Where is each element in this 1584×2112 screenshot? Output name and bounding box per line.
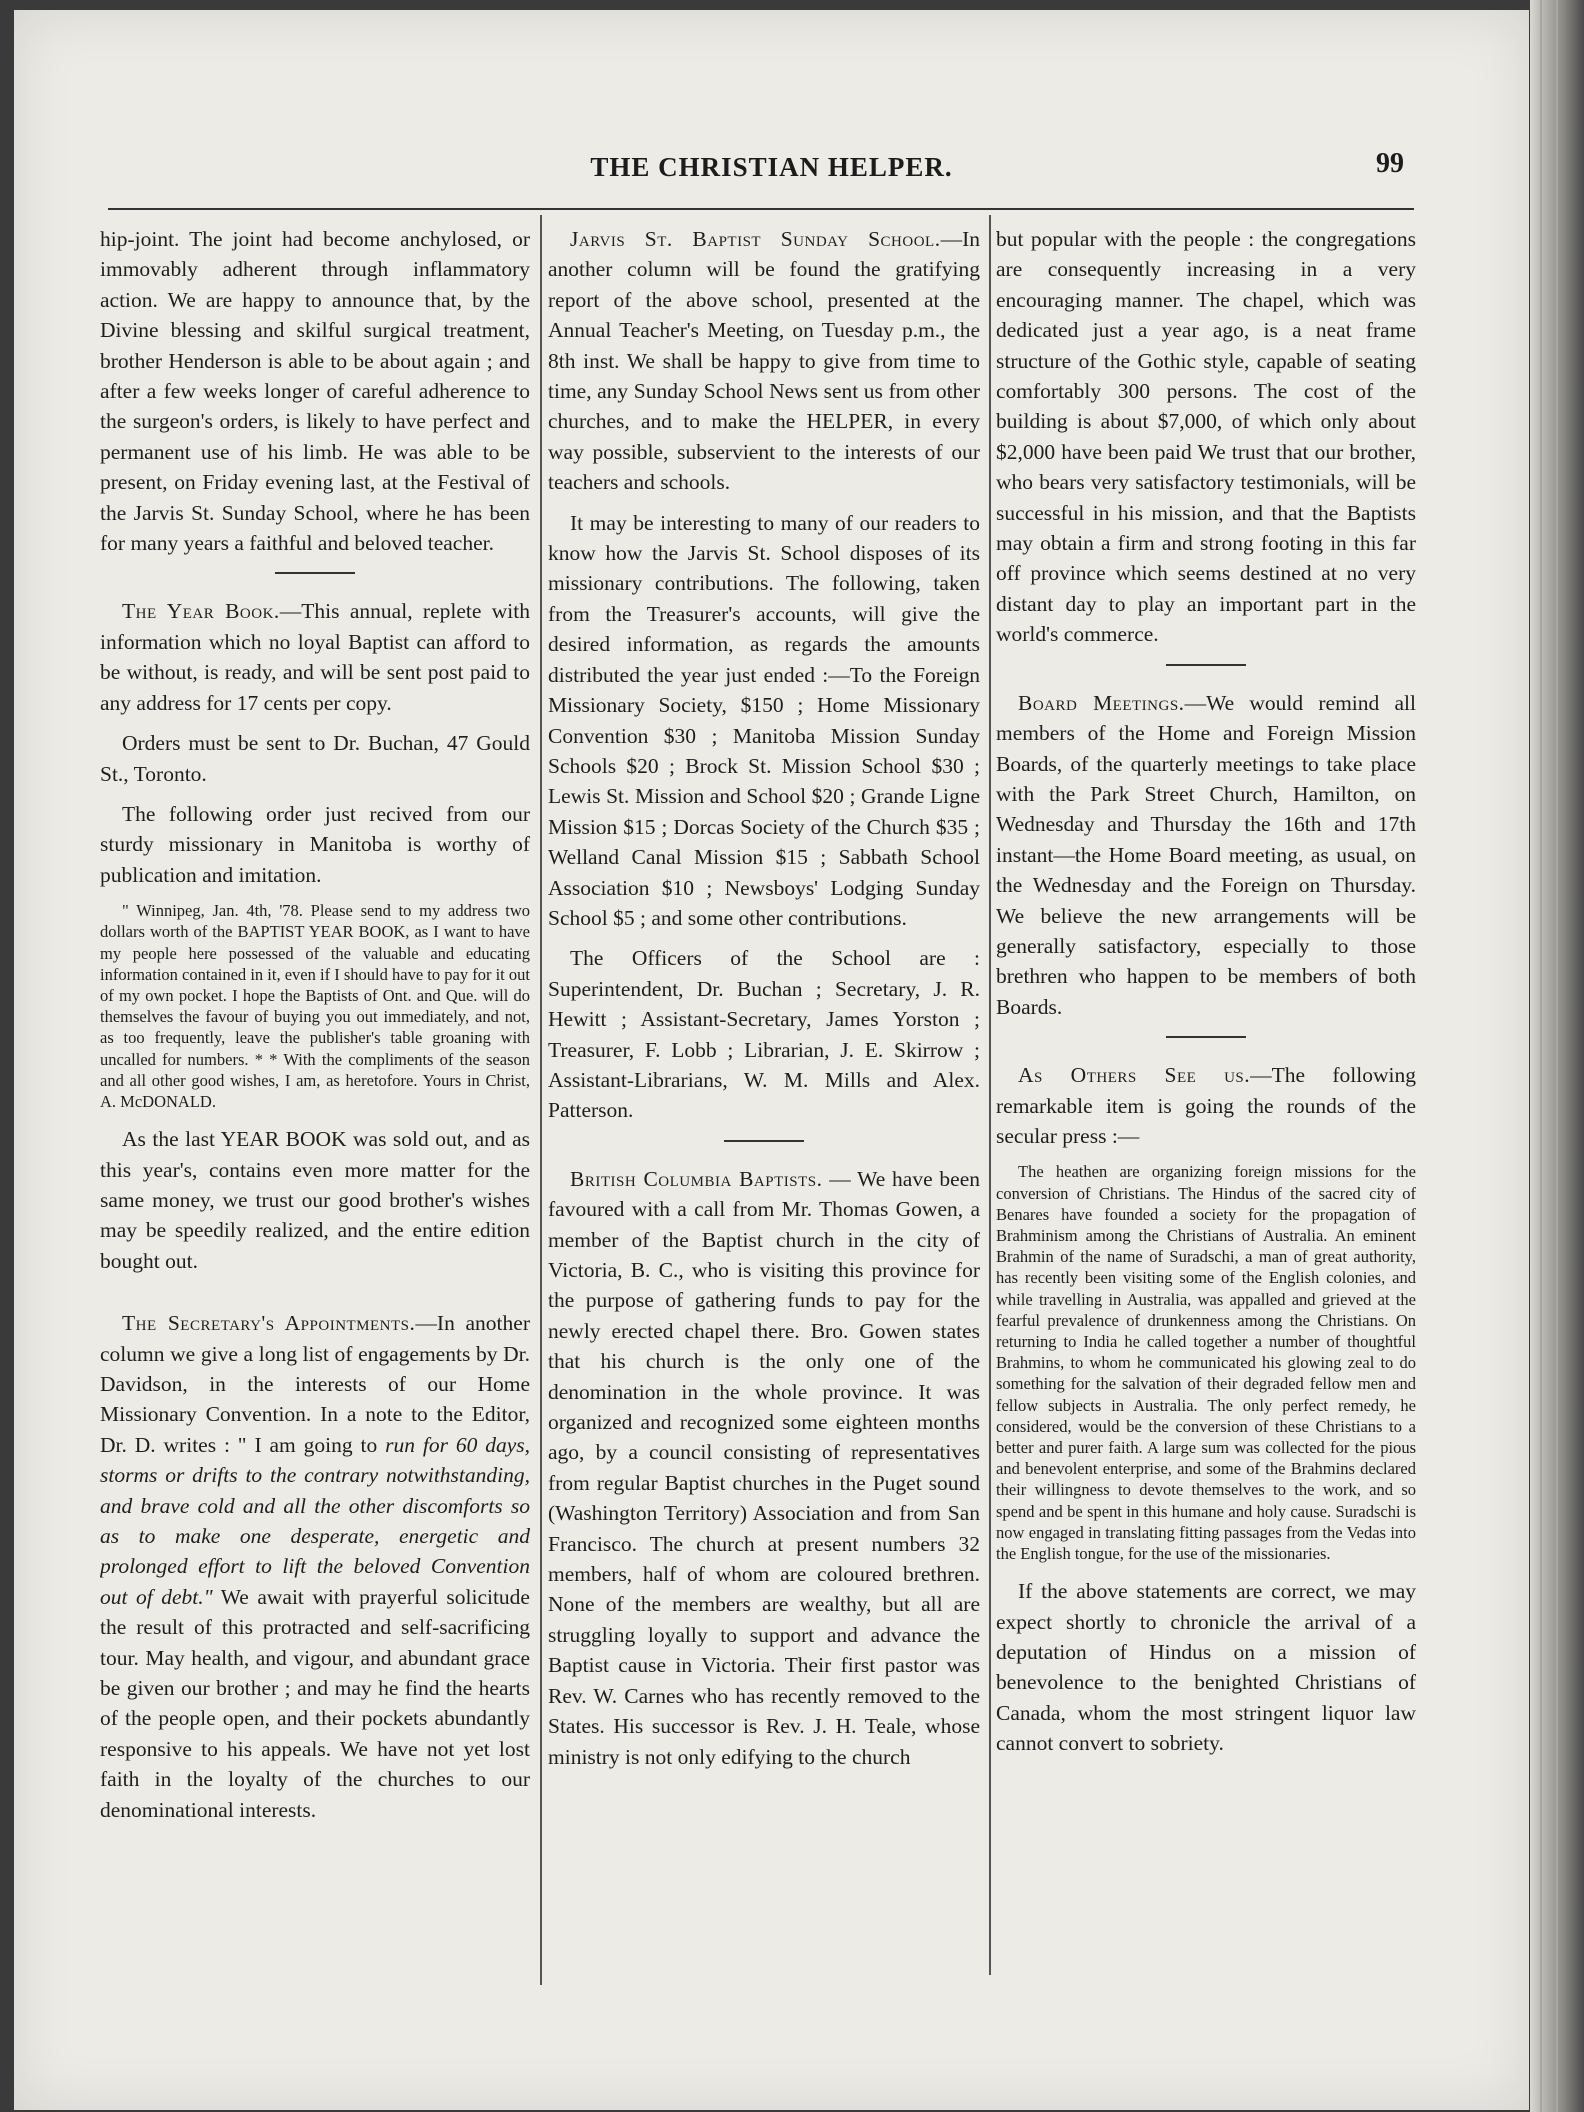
others-heading: As Others See us. [1018, 1063, 1251, 1088]
secretary-text-a: —In another column we give a long list of engagements by Dr. Davidson, in the interests of our Home Missionary Convention. In a note to the Editor, Dr. D. writes : " I am going to [100, 1311, 530, 1457]
yearbook-text: —This annual, replete with information which no loyal Baptist can afford to be without, is ready, and will be sent post paid to any address for 17 cents per copy. [100, 599, 530, 715]
bc-continued: but popular with the people : the congregations are consequently increasing in a very encouraging manner. The chapel, which was dedicated just a year ago, is a neat frame structure of the Gothic style, capable of seating comfortably 300 persons. The cost of the building is about $7,000, of which only about $2,000 have been paid We trust that our brother, who bears very satisfactory testimonials, will be successful in his mission, and that the Baptists may obtain a firm and strong footing in this far off province which seems destined at no very distant day to play an important part in the world's commerce. [996, 227, 1416, 647]
officers-paragraph: The Officers of the School are : Superintendent, Dr. Buchan ; Secretary, J. R. Hewitt ; Assistant-Secretary, James Yorston ; Treasurer, F. Lobb ; Librarian, J. E. Skirrow ; Assistant-Librarians, W. M. Mills and Alex. Patterson. [548, 946, 980, 1123]
section-rule [724, 1140, 804, 1142]
column-2 [548, 224, 980, 1984]
bc-text: — We have been favoured with a call from Mr. Thomas Gowen, a member of the Baptist church in the city of Victoria, B. C., who is visiting this province for the purpose of gathering funds to pay for the newly erected chapel there. Bro. Gowen states that his church is the only one of the denomination in the whole province. It was organized and recognized some eighteen months ago, by a council consisting of representatives from regular Baptist churches in the Puget sound (Washington Territory) Association and from San Francisco. The church at present numbers 32 members, half of whom are coloured brethren. None of the members are wealthy, but all are struggling loyally to support and advance the Baptist cause in Victoria. Their first pastor was Rev. W. Carnes who has recently removed to the States. His successor is Rev. J. H. Teale, whose ministry is not only edifying to the church [548, 1166, 980, 1769]
orders-paragraph: Orders must be sent to Dr. Buchan, 47 Gould St., Toronto. [100, 731, 530, 786]
yearbook-article [100, 596, 530, 718]
last-yearbook-paragraph: As the last YEAR BOOK was sold out, and as this year's, contains even more matter for the same money, we trust our good brother's wishes may be speedily realized, and the entire edition bought out. [100, 1127, 530, 1273]
yearbook-heading: The Year Book. [122, 599, 280, 624]
others-text: —The following remarkable item is going the rounds of the secular press :— [996, 1063, 1416, 1148]
board-article [996, 688, 1416, 1022]
page-edge-line [1556, 0, 1558, 2112]
jarvis-text: —In another column will be found the gratifying report of the above school, presented at the Annual Teacher's Meeting, on Tuesday p.m., the 8th inst. We shall be happy to give from time to time, any Sunday School News sent us from other churches, and to make the HELPER, in every way possible, subservient to the interests of our teachers and schools. [548, 227, 980, 495]
secretary-article [100, 1308, 530, 1825]
bc-heading: British Columbia Baptists. [570, 1166, 823, 1191]
column-3 [996, 224, 1416, 1984]
secretary-quote: run for 60 days, storms or drifts to the contrary notwithstanding, and brave cold and all the other discomforts so as to make one desperate, energetic and prolonged effort to lift the beloved Convention out of debt." [100, 1432, 530, 1609]
secretary-text-b: We await with prayerful solicitude the result of this protracted and self-sacrificing tour. May health, and vigour, and abundant grace be given our brother ; and may he find the hearts of the people open, and their pockets abundantly responsive to his appeals. We have not yet lost faith in the loyalty of the churches to our denominational interests. [100, 1584, 530, 1822]
newspaper-page [14, 10, 1529, 2110]
henderson-paragraph: hip-joint. The joint had become anchylosed, or immovably adherent through inflammatory action. We are happy to announce that, by the Divine blessing and skilful surgical treatment, brother Henderson is able to be about again ; and after a few weeks longer of careful adherence to the surgeon's orders, is likely to have perfect and permanent use of his limb. He was able to be present, on Friday evening last, at the Festival of the Jarvis St. Sunday School, where he has been for many years a faithful and beloved teacher. [100, 227, 530, 556]
board-heading: Board Meetings. [1018, 690, 1185, 715]
section-rule [275, 572, 355, 574]
heathen-quote: The heathen are organizing foreign missions for the conversion of Christians. The Hindus of the sacred city of Benares have founded a society for the propagation of Brahminism among the Christians of Australia. An eminent Brahmin of the name of Suradschi, a man of great authority, has recently been visiting some of the English colonies, and while travelling in Australia, was appalled and grieved at the fearful prevalence of drunkenness among the Christians. On returning to India he called together a number of thoughtful Brahmins, to whom he communicated his glowing zeal to do something for the salvation of their degraded fellow men and fellow subjects in Australia. The only perfect remedy, he considered, would be the conversion of these Christians to a better and purer faith. A large sum was collected for the pious and benevolent enterprise, and some of the Brahmins declared their willingness to devote themselves to the work, and so spend and be spent in this humane and holy cause. Suradschi is now engaged in translating fitting passages from the Vedas into the English tongue, for the use of the missionaries. [996, 1162, 1416, 1564]
column-divider-2 [989, 215, 991, 1975]
page-edge-line [1540, 0, 1542, 2112]
jarvis-article [548, 224, 980, 498]
header-rule [108, 208, 1414, 210]
page-number: 99 [1376, 148, 1404, 179]
bc-article [548, 1164, 980, 1772]
others-article [996, 1060, 1416, 1151]
missionary-paragraph: It may be interesting to many of our readers to know how the Jarvis St. School disposes of its missionary contributions. The following, taken from the Treasurer's accounts, will give the desired information, as regards the amounts distributed the year just ended :—To the Foreign Missionary Society, $150 ; Home Missionary Convention $30 ; Manitoba Mission Sunday Schools $20 ; Brock St. Mission School $30 ; Lewis St. Mission and School $20 ; Grande Ligne Mission $15 ; Dorcas Society of the Church $35 ; Welland Canal Mission $15 ; Sabbath School Association $10 ; Newsboys' Lodging Sunday School $5 ; and some other contributions. [548, 510, 980, 930]
jarvis-heading: Jarvis St. Baptist Sunday School. [570, 227, 941, 251]
closing-paragraph: If the above statements are correct, we may expect shortly to chronicle the arrival of a deputation of Hindus on a mission of benevolence to the benighted Christians of Canada, whom the most stringent liquor law cannot convert to sobriety. [996, 1579, 1416, 1756]
running-title: THE CHRISTIAN HELPER. [590, 152, 953, 182]
winnipeg-letter: " Winnipeg, Jan. 4th, '78. Please send to my address two dollars worth of the BAPTIST YEAR BOOK, as I want to have my people here possessed of the valuable and educating information contained in it, even if I should have to pay for it out of my own pocket. I hope the Baptists of Ont. and Que. will do themselves the favour of buying you out immediately, and not, as too frequently, leave the publisher's table groaning with uncalled for numbers. * * With the compliments of the season and all other good wishes, I am, as heretofore. Yours in Christ, A. McDONALD. [100, 901, 530, 1111]
board-text: —We would remind all members of the Home and Foreign Mission Boards, of the quarterly meetings to take place with the Park Street Church, Hamilton, on Wednesday and Thursday the 16th and 17th instant—the Home Board meeting, as usual, on the Wednesday and the Foreign on Thursday. We believe the new arrangements will be generally satisfactory, especially to those brethren who happen to be members of both Boards. [996, 690, 1416, 1019]
secretary-heading: The Secretary's Appointments. [122, 1311, 416, 1336]
section-rule [1166, 664, 1246, 666]
following-paragraph: The following order just recived from our sturdy missionary in Manitoba is worthy of publication and imitation. [100, 801, 530, 887]
column-1 [100, 224, 530, 1984]
section-rule [1166, 1036, 1246, 1038]
column-divider-1 [540, 215, 542, 1985]
